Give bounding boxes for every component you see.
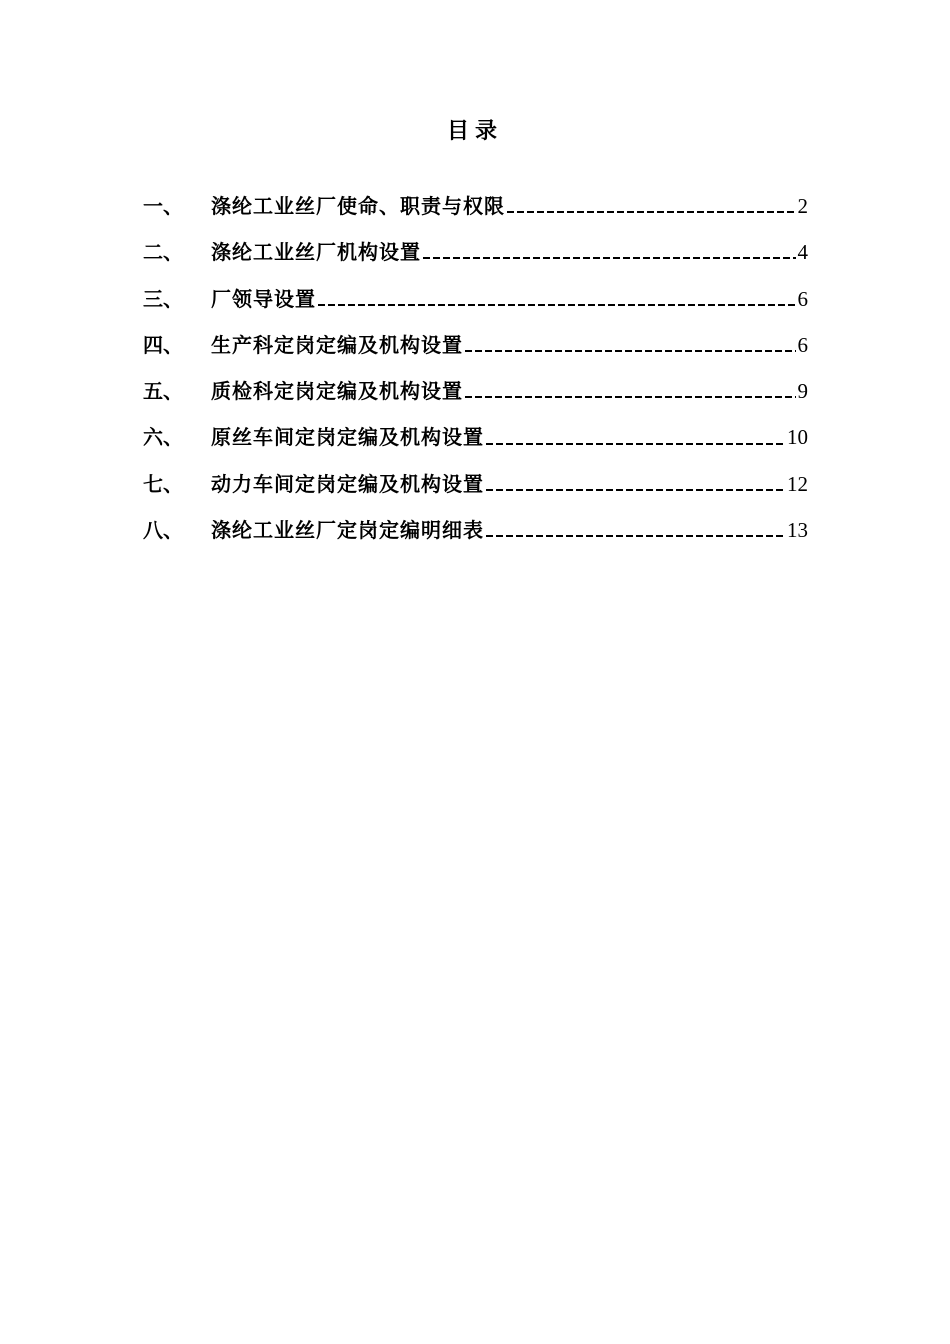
toc-entry-text: 厂领导设置 — [211, 286, 316, 311]
toc-entry-number: 四、 — [143, 332, 183, 357]
toc-entry[interactable] — [143, 190, 808, 236]
toc-title: 目录 — [446, 118, 503, 144]
toc-entry-page: 4 — [797, 240, 808, 265]
toc-entry-number: 五、 — [143, 379, 183, 404]
toc-entry-text: 涤纶工业丝厂机构设置 — [211, 240, 421, 265]
toc-entry-page: 12 — [787, 471, 808, 496]
toc-entry-number: 一、 — [143, 194, 183, 218]
toc-entry-page: 10 — [787, 425, 808, 450]
toc-dash-leader — [465, 350, 796, 352]
toc-entry-page: 6 — [797, 286, 808, 311]
toc-list — [143, 190, 808, 560]
toc-entry[interactable] — [143, 283, 808, 329]
toc-entry-number: 三、 — [143, 286, 183, 311]
toc-entry-page: 2 — [797, 194, 808, 218]
toc-entry-text: 涤纶工业丝厂定岗定编明细表 — [211, 518, 484, 543]
toc-entry[interactable] — [143, 375, 808, 421]
toc-entry[interactable] — [143, 421, 808, 467]
toc-entry-text: 原丝车间定岗定编及机构设置 — [211, 425, 484, 450]
toc-dash-leader — [318, 304, 796, 306]
toc-dash-leader — [507, 211, 796, 213]
toc-entry-text: 动力车间定岗定编及机构设置 — [211, 471, 484, 496]
toc-entry-page: 13 — [787, 518, 808, 543]
toc-entry-page: 6 — [797, 332, 808, 357]
toc-entry-text: 质检科定岗定编及机构设置 — [211, 379, 463, 404]
toc-dash-leader — [486, 535, 785, 537]
toc-dash-leader — [486, 489, 785, 491]
toc-dash-leader — [423, 257, 796, 259]
toc-entry-text: 生产科定岗定编及机构设置 — [211, 332, 463, 357]
toc-entry[interactable] — [143, 236, 808, 282]
toc-entry-number: 二、 — [143, 240, 183, 265]
toc-entry[interactable] — [143, 514, 808, 560]
toc-entry[interactable] — [143, 468, 808, 514]
toc-entry[interactable] — [143, 329, 808, 375]
toc-entry-number: 六、 — [143, 425, 183, 450]
toc-entry-number: 七、 — [143, 471, 183, 496]
toc-entry-text: 涤纶工业丝厂使命、职责与权限 — [211, 194, 505, 218]
toc-entry-number: 八、 — [143, 518, 183, 543]
toc-dash-leader — [486, 443, 785, 445]
toc-entry-page: 9 — [797, 379, 808, 404]
toc-dash-leader — [465, 396, 796, 398]
